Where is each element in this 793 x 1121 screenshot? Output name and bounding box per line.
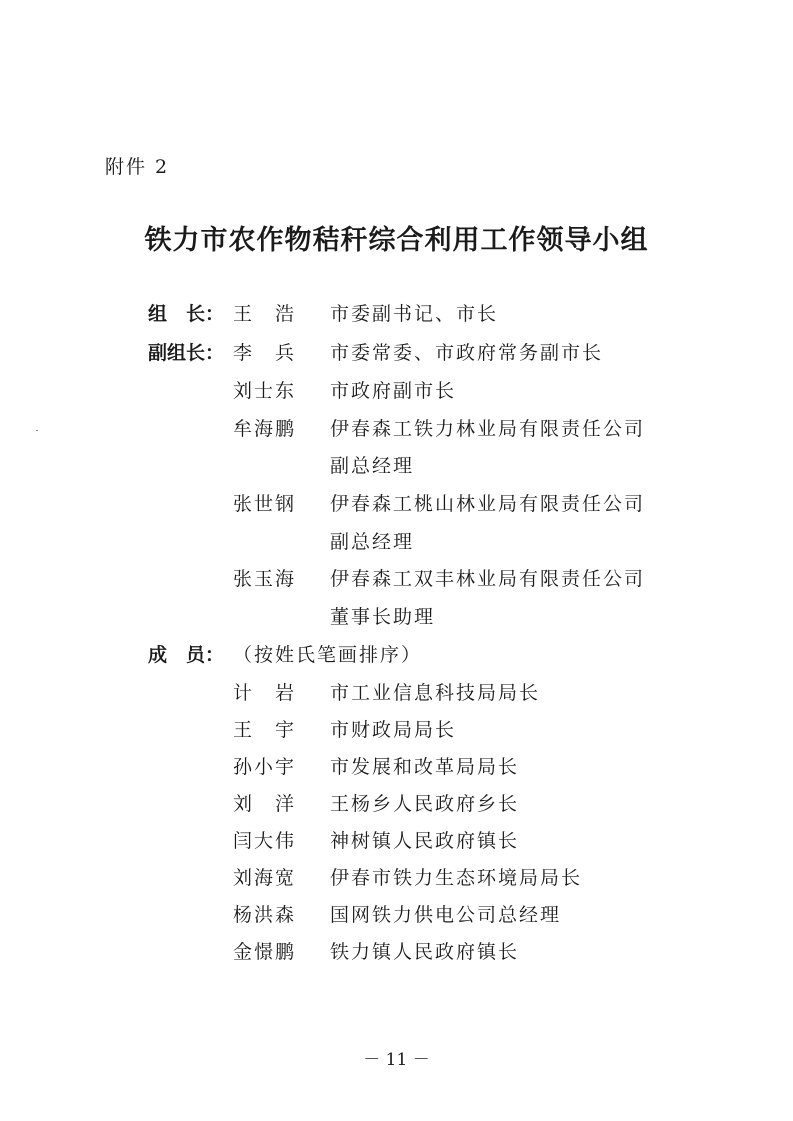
deputy-post: 伊春森工双丰林业局有限责任公司 (330, 568, 646, 590)
leader-name: 王 浩 (233, 303, 297, 325)
leader-post: 市委副书记、市长 (330, 303, 499, 325)
deputy-post: 伊春森工桃山林业局有限责任公司 (330, 493, 646, 515)
page-title: 铁力市农作物秸秆综合利用工作领导小组 (144, 225, 649, 256)
member-post: 市发展和改革局局长 (330, 756, 520, 778)
deputy-name: 牟海鹏 (233, 418, 297, 440)
deputy-name: 刘士东 (233, 380, 297, 402)
deputy-post-continuation (0, 602, 793, 632)
member-row (0, 678, 793, 708)
member-post: 铁力镇人民政府镇长 (330, 941, 520, 963)
deputy-name: 李 兵 (233, 342, 297, 364)
member-row (0, 863, 793, 893)
member-post: 市财政局局长 (330, 719, 457, 741)
member-name: 刘 洋 (233, 793, 297, 815)
members-header-row (0, 640, 793, 670)
deputy-role-label: 副组长： (148, 342, 225, 364)
deputy-post-line2: 副总经理 (330, 531, 415, 553)
member-row (0, 900, 793, 930)
member-name: 王 宇 (233, 719, 297, 741)
member-post: 国网铁力供电公司总经理 (330, 904, 562, 926)
member-post: 伊春市铁力生态环境局局长 (330, 867, 583, 889)
member-row (0, 752, 793, 782)
deputy-post-line2: 副总经理 (330, 455, 415, 477)
deputy-row (0, 376, 793, 406)
page-number: － 11 － (363, 1050, 430, 1070)
members-role-label: 成 员： (148, 644, 225, 666)
member-name: 计 岩 (233, 682, 297, 704)
member-row (0, 715, 793, 745)
leader-role-label: 组 长： (148, 303, 225, 325)
deputy-post: 市委常委、市政府常务副市长 (330, 342, 604, 364)
deputy-row (0, 414, 793, 444)
member-row (0, 937, 793, 967)
member-name: 杨洪森 (233, 904, 297, 926)
attachment-label: 附件 2 (105, 156, 170, 178)
deputy-post-continuation (0, 527, 793, 557)
deputy-post-continuation (0, 451, 793, 481)
deputy-name: 张世钢 (233, 493, 297, 515)
deputy-name: 张玉海 (233, 568, 297, 590)
member-name: 闫大伟 (233, 830, 297, 852)
member-post: 神树镇人民政府镇长 (330, 830, 520, 852)
member-post: 市工业信息科技局局长 (330, 682, 541, 704)
member-row (0, 789, 793, 819)
member-name: 孙小宇 (233, 756, 297, 778)
member-post: 王杨乡人民政府乡长 (330, 793, 520, 815)
deputy-row (0, 489, 793, 519)
leader-row (0, 299, 793, 329)
deputy-post: 伊春森工铁力林业局有限责任公司 (330, 418, 646, 440)
member-name: 金憬鹏 (233, 941, 297, 963)
deputy-post-line2: 董事长助理 (330, 606, 436, 628)
deputy-row (0, 338, 793, 368)
deputy-post: 市政府副市长 (330, 380, 457, 402)
deputy-row (0, 564, 793, 594)
member-row (0, 826, 793, 856)
members-sort-note: （按姓氏笔画排序） (233, 644, 423, 666)
member-name: 刘海宽 (233, 867, 297, 889)
